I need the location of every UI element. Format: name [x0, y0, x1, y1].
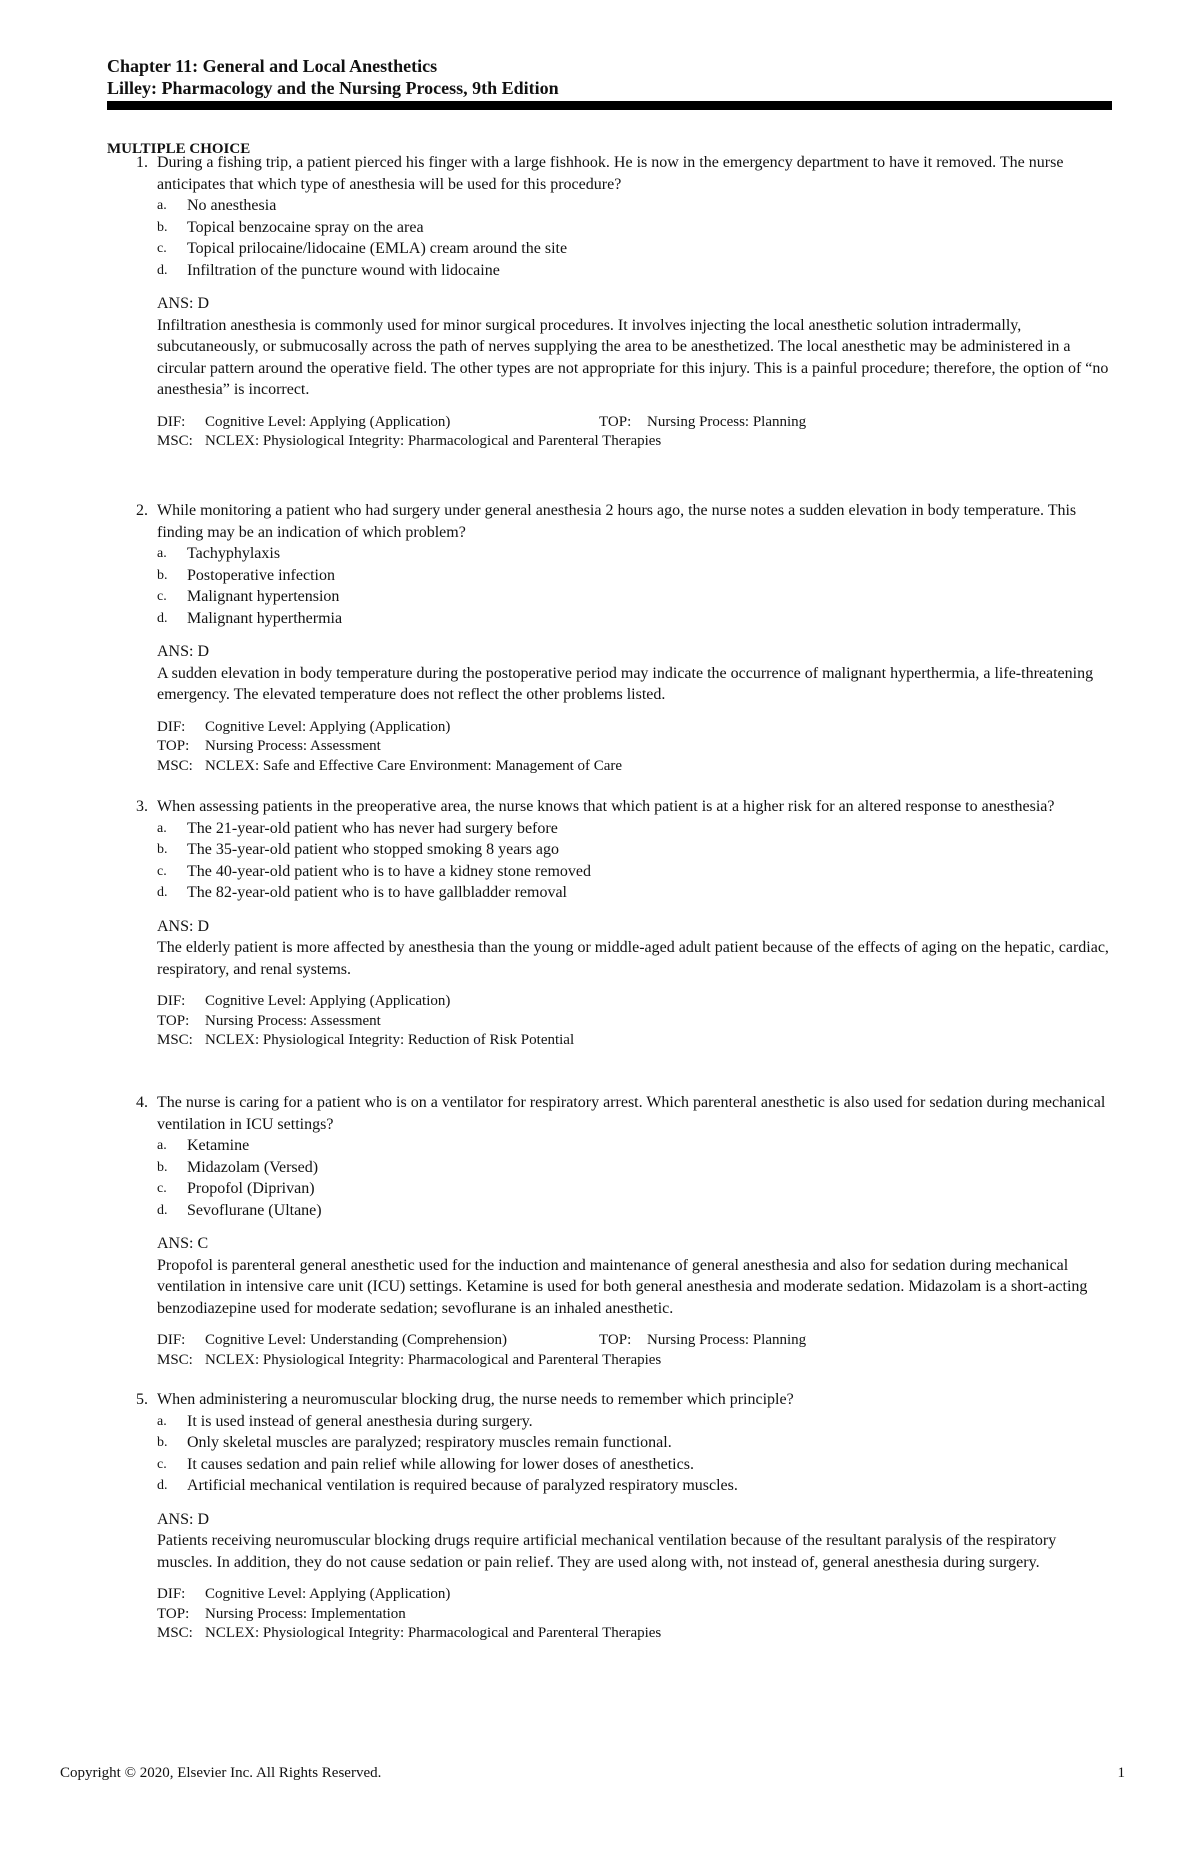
- meta-row-top: [157, 1012, 1117, 1032]
- option-text: Malignant hypertension: [187, 588, 340, 605]
- option-c: [157, 1178, 1117, 1200]
- option-text: Infiltration of the puncture wound with lidocaine: [187, 261, 500, 279]
- option-letter: a.: [157, 1138, 167, 1153]
- question-stem: During a fishing trip, a patient pierced his finger with a large fishhook. He is now in the emergency department to have it removed. The nurse anticipates that which type of anesthesia will be used for this procedure?: [157, 154, 1064, 193]
- question-number: 4.: [136, 1094, 148, 1111]
- question-body: [157, 152, 1117, 452]
- document-header: [107, 55, 1112, 99]
- option-b: [157, 565, 1117, 587]
- question-body: [157, 1092, 1117, 1370]
- option-text: The 82-year-old patient who is to have gallbladder removal: [187, 884, 567, 901]
- meta-row-msc: [157, 432, 1117, 452]
- option-d: [157, 1200, 1117, 1222]
- msc-value: NCLEX: Physiological Integrity: Pharmacological and Parenteral Therapies: [205, 433, 662, 449]
- meta-row-msc: [157, 1351, 1117, 1371]
- answer-key: ANS: D: [157, 643, 210, 660]
- option-letter: c.: [157, 863, 167, 879]
- option-a: [157, 1411, 1117, 1433]
- chapter-title: Chapter 11: General and Local Anesthetics: [107, 56, 438, 76]
- top-label: TOP:: [599, 1332, 632, 1348]
- rationale: Propofol is parenteral general anesthetic used for the induction and maintenance of general anesthesia and also for sedation during mechanical ventilation in intensive care unit (ICU) settings. Ketamine is used for both general anesthesia and moderate sedation. Midazolam is a short-acting benzodiazepine used for moderate sedation; sevoflurane is an inhaled anesthetic.: [157, 1256, 1088, 1317]
- top-value: Nursing Process: Planning: [647, 1332, 807, 1348]
- msc-label: MSC:: [157, 433, 193, 449]
- question-metadata: [157, 718, 1117, 777]
- option-text: Propofol (Diprivan): [187, 1180, 315, 1197]
- option-text: It is used instead of general anesthesia during surgery.: [187, 1412, 533, 1430]
- option-letter: d.: [157, 1478, 168, 1493]
- option-b: [157, 1157, 1117, 1179]
- msc-value: NCLEX: Physiological Integrity: Pharmacological and Parenteral Therapies: [205, 1625, 662, 1641]
- option-b: [157, 1432, 1117, 1454]
- option-letter: a.: [157, 820, 167, 836]
- option-letter: c.: [157, 1456, 167, 1472]
- section-heading: MULTIPLE CHOICE: [107, 141, 251, 157]
- top-value: Nursing Process: Assessment: [205, 738, 381, 754]
- question-number: 1.: [136, 154, 148, 171]
- msc-label: MSC:: [157, 1625, 193, 1641]
- question-metadata: [157, 992, 1117, 1051]
- top-inline: [599, 1331, 806, 1351]
- rationale: The elderly patient is more affected by anesthesia than the young or middle-aged adult patient because of the effects of aging on the hepatic, cardiac, respiratory, and renal systems.: [157, 939, 1109, 978]
- options-list: [157, 195, 1117, 281]
- option-text: The 40-year-old patient who is to have a kidney stone removed: [187, 862, 591, 880]
- msc-label: MSC:: [157, 1351, 193, 1368]
- option-letter: d.: [157, 262, 168, 278]
- dif-value: Cognitive Level: Applying (Application): [205, 1586, 451, 1602]
- dif-label: DIF:: [157, 1586, 186, 1602]
- option-c: [157, 861, 1117, 883]
- option-a: [157, 195, 1117, 217]
- rationale: A sudden elevation in body temperature during the postoperative period may indicate the occurrence of malignant hyperthermia, a life-threatening emergency. The elevated temperature does not reflect the other problems listed.: [157, 664, 1094, 703]
- dif-value: Cognitive Level: Applying (Application): [205, 413, 451, 430]
- option-a: [157, 1135, 1117, 1157]
- option-letter: c.: [157, 589, 167, 604]
- option-letter: b.: [157, 567, 168, 583]
- answer-key: ANS: D: [157, 295, 210, 312]
- question-metadata: [157, 1585, 1117, 1644]
- msc-label: MSC:: [157, 1032, 193, 1048]
- option-text: Midazolam (Versed): [187, 1158, 319, 1176]
- option-d: [157, 1475, 747, 1497]
- answer-key: ANS: D: [157, 917, 210, 935]
- option-letter: a.: [157, 1413, 167, 1429]
- answer-key: ANS: C: [157, 1235, 209, 1252]
- dif-label: DIF:: [157, 993, 186, 1009]
- option-a: [157, 543, 1117, 565]
- dif-label: DIF:: [157, 413, 186, 430]
- top-value: Nursing Process: Planning: [647, 413, 807, 430]
- rationale: Infiltration anesthesia is commonly used for minor surgical procedures. It involves injecting the local anesthetic solution intradermally, subcutaneously, or submucosally across the path of nerves supplying the area to be anesthetized. The local anesthetic may be administered in a circular pattern around the operative field. The other types are not appropriate for this injury. This is a painful procedure; therefore, the option of “no anesthesia” is incorrect.: [157, 316, 1109, 398]
- option-letter: d.: [157, 885, 168, 900]
- option-text: Artificial mechanical ventilation is required because of paralyzed respiratory muscles.: [187, 1477, 738, 1494]
- option-text: Topical benzocaine spray on the area: [187, 218, 424, 236]
- option-text: Ketamine: [187, 1137, 250, 1154]
- dif-value: Cognitive Level: Applying (Application): [205, 993, 451, 1009]
- option-letter: a.: [157, 198, 167, 213]
- question-stem: When assessing patients in the preoperative area, the nurse knows that which patient is at a higher risk for an altered response to anesthesia?: [157, 798, 1055, 815]
- option-c: [157, 238, 1117, 260]
- option-d: [157, 260, 1117, 282]
- dif-label: DIF:: [157, 1332, 186, 1348]
- option-letter: b.: [157, 1159, 168, 1175]
- msc-value: NCLEX: Physiological Integrity: Pharmacological and Parenteral Therapies: [205, 1351, 662, 1368]
- option-text: It causes sedation and pain relief while allowing for lower doses of anesthetics.: [187, 1455, 694, 1473]
- option-d: [157, 608, 1117, 630]
- option-letter: c.: [157, 1181, 167, 1196]
- options-list: [157, 818, 1117, 904]
- msc-value: NCLEX: Safe and Effective Care Environment: Management of Care: [205, 757, 623, 774]
- option-text: The 21-year-old patient who has never had surgery before: [187, 819, 558, 837]
- option-text: The 35-year-old patient who stopped smoking 8 years ago: [187, 841, 560, 858]
- option-letter: b.: [157, 842, 168, 857]
- options-list: [157, 1411, 1117, 1497]
- option-text: Postoperative infection: [187, 566, 335, 584]
- meta-row-dif: [157, 1585, 1117, 1605]
- question-number: 2.: [136, 502, 148, 519]
- meta-row-msc: [157, 1031, 1117, 1051]
- dif-label: DIF:: [157, 718, 186, 735]
- option-a: [157, 818, 1117, 840]
- option-text: No anesthesia: [187, 197, 277, 214]
- meta-row-dif: [157, 992, 1117, 1012]
- msc-label: MSC:: [157, 757, 193, 774]
- dif-value: Cognitive Level: Understanding (Comprehension): [205, 1332, 508, 1348]
- option-b: [157, 839, 1117, 861]
- question-stem: When administering a neuromuscular blocking drug, the nurse needs to remember which principle?: [157, 1391, 794, 1408]
- option-letter: d.: [157, 610, 168, 626]
- question-metadata: [157, 413, 1117, 452]
- question-metadata: [157, 1331, 1117, 1370]
- meta-row-msc: [157, 757, 1117, 777]
- option-d: [157, 882, 1117, 904]
- page-number: 1: [1117, 1765, 1125, 1781]
- question-stem: The nurse is caring for a patient who is on a ventilator for respiratory arrest. Which parenteral anesthetic is also used for sedation during mechanical ventilation in ICU settings?: [157, 1094, 1106, 1133]
- option-text: Sevoflurane (Ultane): [187, 1201, 322, 1219]
- top-label: TOP:: [599, 413, 632, 430]
- book-title: Lilley: Pharmacology and the Nursing Process, 9th Edition: [107, 78, 559, 98]
- meta-row-dif: [157, 718, 1117, 738]
- question-body: [157, 796, 1117, 1051]
- option-letter: b.: [157, 1435, 168, 1450]
- answer-key: ANS: D: [157, 1510, 210, 1528]
- option-text: Malignant hyperthermia: [187, 609, 343, 627]
- header-rule: [107, 101, 1112, 110]
- meta-row-top: [157, 1605, 1117, 1625]
- option-text: Tachyphylaxis: [187, 545, 281, 562]
- option-c: [157, 586, 1117, 608]
- options-list: [157, 543, 1117, 629]
- rationale: Patients receiving neuromuscular blocking drugs require artificial mechanical ventilation because of the resultant paralysis of the respiratory muscles. In addition, they do not cause sedation or pain relief. They are used along with, not instead of, general anesthesia during surgery.: [157, 1532, 1057, 1571]
- meta-row-dif-top: [157, 413, 1117, 433]
- question-stem: While monitoring a patient who had surgery under general anesthesia 2 hours ago, the nurse notes a sudden elevation in body temperature. This finding may be an indication of which problem?: [157, 502, 1077, 541]
- option-b: [157, 217, 1117, 239]
- question-number: 3.: [136, 798, 148, 815]
- meta-row-top: [157, 737, 1117, 757]
- top-label: TOP:: [157, 738, 190, 754]
- top-inline: [599, 413, 806, 433]
- option-letter: c.: [157, 241, 167, 256]
- top-label: TOP:: [157, 1012, 190, 1029]
- option-letter: d.: [157, 1202, 168, 1218]
- options-list: [157, 1135, 1117, 1221]
- question-body: [157, 1389, 1117, 1644]
- top-label: TOP:: [157, 1605, 190, 1622]
- meta-row-msc: [157, 1624, 1117, 1644]
- option-letter: b.: [157, 219, 168, 235]
- question-number: 5.: [136, 1391, 148, 1408]
- option-c: [157, 1454, 1117, 1476]
- option-text: Topical prilocaine/lidocaine (EMLA) cream around the site: [187, 240, 568, 257]
- option-letter: a.: [157, 546, 167, 561]
- meta-row-dif-top: [157, 1331, 1117, 1351]
- msc-value: NCLEX: Physiological Integrity: Reduction of Risk Potential: [205, 1032, 575, 1048]
- question-body: [157, 500, 1117, 776]
- copyright-notice: Copyright © 2020, Elsevier Inc. All Rights Reserved.: [60, 1765, 382, 1781]
- top-value: Nursing Process: Assessment: [205, 1012, 381, 1029]
- dif-value: Cognitive Level: Applying (Application): [205, 718, 451, 735]
- option-text: Only skeletal muscles are paralyzed; respiratory muscles remain functional.: [187, 1434, 672, 1451]
- top-value: Nursing Process: Implementation: [205, 1605, 406, 1622]
